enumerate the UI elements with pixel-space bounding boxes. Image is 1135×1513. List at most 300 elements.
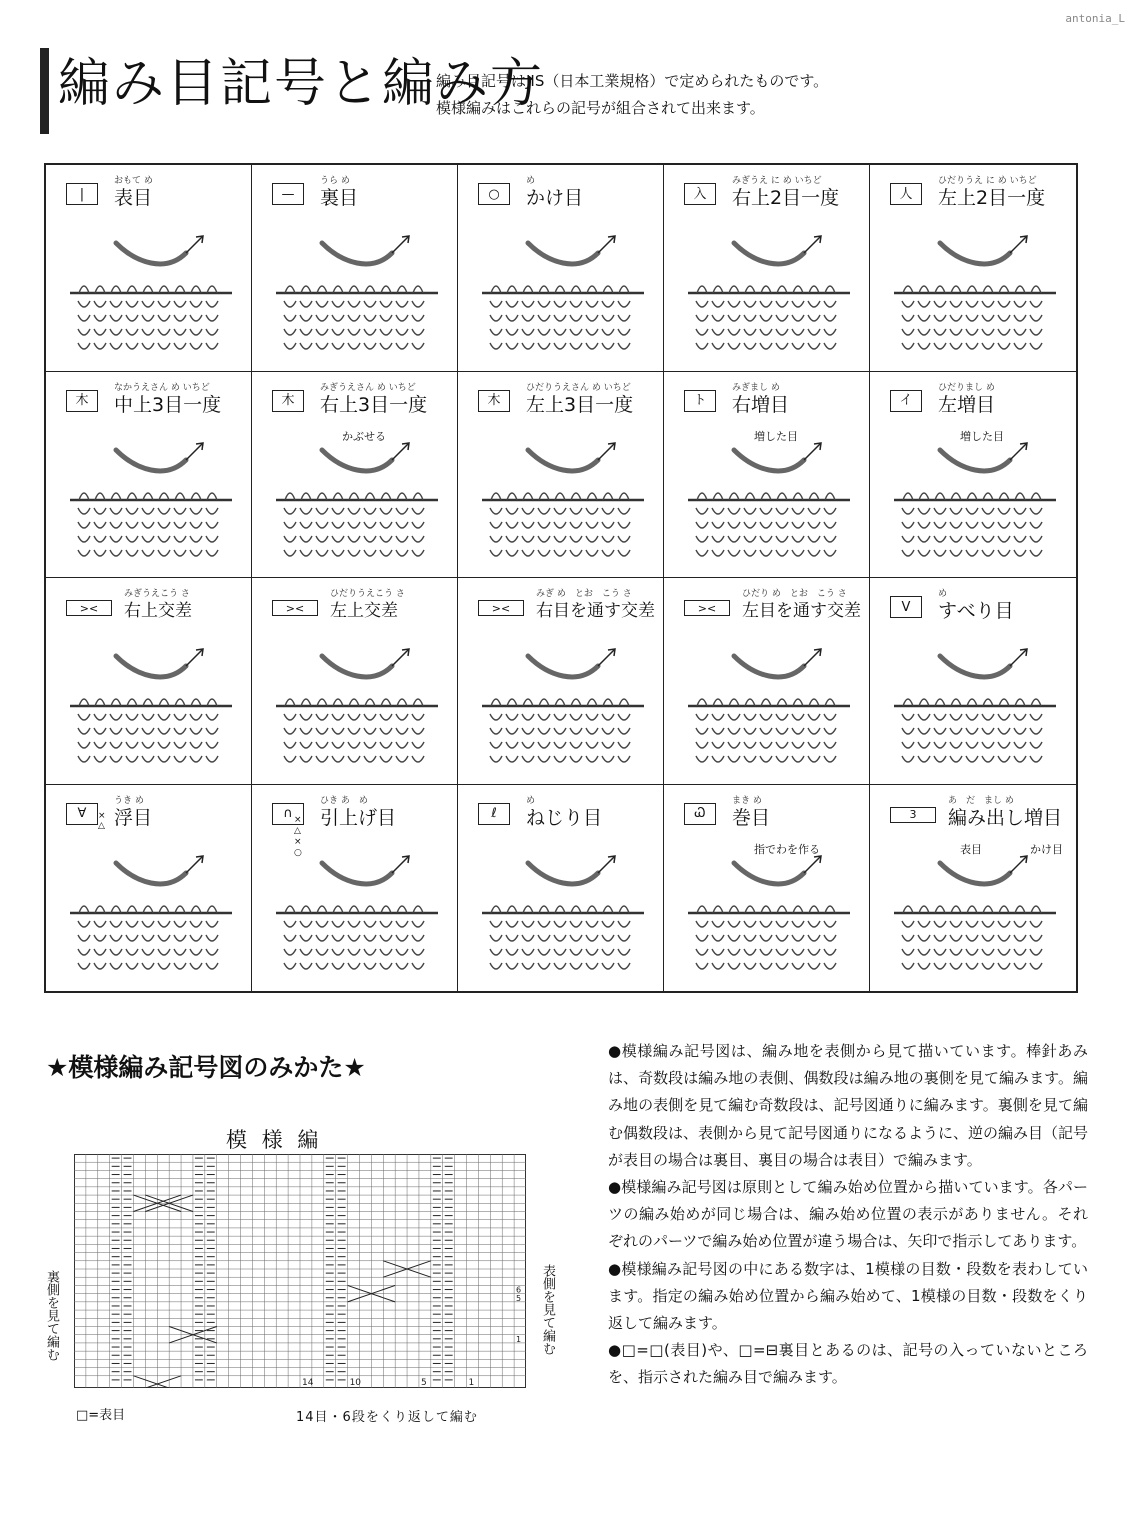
stitch-loop-shape: [206, 963, 218, 969]
stitch-loop-shape: [760, 949, 772, 955]
stitch-loop-shape: [712, 508, 724, 514]
stitch-loop-shape: [348, 963, 360, 969]
stitch-loop-shape: [966, 329, 978, 335]
stitch-illustration: [880, 430, 1066, 566]
stitch-ruby: みぎうえ に め いちど: [732, 176, 822, 186]
stitch-loop-shape: [602, 343, 614, 349]
arrow-icon: [186, 650, 202, 666]
stitch-loop-shape: [934, 329, 946, 335]
stitch-loop-shape: [586, 343, 598, 349]
stitch-loop-shape: [1030, 921, 1042, 927]
stitch-loop-shape: [570, 301, 582, 307]
stitch-loop-shape: [506, 935, 518, 941]
stitch-loop-shape: [348, 935, 360, 941]
stitch-loop-shape: [744, 550, 756, 556]
stitch-loop-shape: [570, 742, 582, 748]
stitch-loop-shape: [618, 921, 630, 927]
stitch-loop-shape: [364, 508, 376, 514]
stitch-symbol-icon: ∀: [66, 803, 98, 825]
stitch-loop-shape: [412, 963, 424, 969]
stitch-loop-shape: [792, 714, 804, 720]
stitch-loop-shape: [316, 921, 328, 927]
stitch-loop-shape: [824, 963, 836, 969]
stitch-illustration: [56, 430, 242, 566]
arrow-icon: [598, 650, 614, 666]
stitch-loop-shape: [396, 963, 408, 969]
stitch-loop-shape: [94, 329, 106, 335]
stitch-loop-shape: [570, 756, 582, 762]
stitch-note: ×: [294, 836, 302, 847]
stitch-loop-shape: [554, 756, 566, 762]
stitch-loop-shape: [570, 949, 582, 955]
stitch-loop-shape: [1014, 550, 1026, 556]
stitch-loop-shape: [1030, 714, 1042, 720]
stitch-loop-shape: [618, 756, 630, 762]
stitch-loop-shape: [918, 536, 930, 542]
stitch-loop-shape: [918, 949, 930, 955]
arrow-icon: [392, 857, 408, 873]
stitch-loop-shape: [602, 935, 614, 941]
stitch-loop-shape: [744, 949, 756, 955]
stitch-loop-shape: [902, 935, 914, 941]
stitch-loop-shape: [618, 949, 630, 955]
stitch-loop-shape: [918, 329, 930, 335]
stitch-loop-shape: [364, 935, 376, 941]
stitch-loop-shape: [1030, 742, 1042, 748]
stitch-loop-shape: [126, 756, 138, 762]
stitch-loop-shape: [538, 522, 550, 528]
stitch-name: 左上2目一度: [938, 187, 1046, 209]
stitch-loop-shape: [934, 756, 946, 762]
stitch-symbol-icon: イ: [890, 390, 922, 412]
stitch-loop-shape: [522, 315, 534, 321]
stitch-loop-shape: [570, 536, 582, 542]
stitch-loop-shape: [902, 329, 914, 335]
stitch-loop-shape: [602, 963, 614, 969]
stitch-loop-shape: [142, 756, 154, 762]
stitch-loop-shape: [950, 522, 962, 528]
stitch-loop-shape: [998, 522, 1010, 528]
stitch-loop-shape: [174, 963, 186, 969]
stitch-loop-shape: [918, 550, 930, 556]
stitch-loop-shape: [950, 935, 962, 941]
stitch-loop-shape: [1030, 536, 1042, 542]
stitch-loop-shape: [966, 714, 978, 720]
stitch-loop-shape: [902, 921, 914, 927]
stitch-loop-shape: [760, 550, 772, 556]
stitch-loop-shape: [982, 963, 994, 969]
stitch-ruby: まき め: [732, 795, 762, 806]
chart-column-number: 14: [302, 1378, 314, 1388]
stitch-symbol-icon: Ꮗ: [684, 803, 716, 825]
stitch-loop-shape: [998, 963, 1010, 969]
stitch-loop-shape: [618, 329, 630, 335]
stitch-loop-shape: [506, 921, 518, 927]
stitch-loop-shape: [174, 536, 186, 542]
stitch-symbol-icon: ><: [66, 600, 112, 616]
stitch-loop-shape: [602, 714, 614, 720]
stitch-loop-shape: [190, 301, 202, 307]
stitch-loop-shape: [808, 728, 820, 734]
stitch-loop-shape: [412, 536, 424, 542]
stitch-illustration: [56, 636, 242, 772]
stitch-loop-shape: [174, 756, 186, 762]
stitch-loop-shape: [300, 921, 312, 927]
stitch-loop-shape: [142, 522, 154, 528]
stitch-loop-shape: [1030, 522, 1042, 528]
explanation-item: ●模様編み記号図の中にある数字は、1模様の目数・段数を表わしています。指定の編み始め位置から編み始めて、1模様の目数・段数をくり返して編みます。: [608, 1259, 1088, 1333]
stitch-loop-shape: [332, 714, 344, 720]
stitch-loop-shape: [158, 508, 170, 514]
stitch-loop-shape: [522, 728, 534, 734]
stitch-loop-shape: [364, 921, 376, 927]
stitch-loop-shape: [348, 343, 360, 349]
stitch-loop-shape: [1030, 508, 1042, 514]
stitch-loop-shape: [776, 508, 788, 514]
stitch-loop-shape: [300, 315, 312, 321]
stitch-loop-shape: [78, 315, 90, 321]
stitch-loop-shape: [728, 728, 740, 734]
stitch-cell: [664, 785, 870, 992]
yarn-shape: [322, 450, 392, 471]
stitch-loop-shape: [728, 315, 740, 321]
stitch-loop-shape: [824, 315, 836, 321]
stitch-loop-shape: [966, 508, 978, 514]
stitch-loop-shape: [300, 522, 312, 528]
stitch-loop-shape: [158, 742, 170, 748]
stitch-loop-shape: [380, 536, 392, 542]
stitch-loop-shape: [712, 949, 724, 955]
stitch-loop-shape: [332, 301, 344, 307]
stitch-loop-shape: [348, 522, 360, 528]
stitch-loop-shape: [316, 963, 328, 969]
stitch-symbol-icon: ><: [272, 600, 318, 616]
stitch-loop-shape: [712, 742, 724, 748]
stitch-loop-shape: [602, 329, 614, 335]
stitch-loop-shape: [1030, 728, 1042, 734]
stitch-cell: [252, 785, 458, 992]
stitch-loop-shape: [696, 315, 708, 321]
stitch-loop-shape: [174, 329, 186, 335]
stitch-loop-shape: [206, 935, 218, 941]
stitch-loop-shape: [94, 522, 106, 528]
stitch-loop-shape: [142, 550, 154, 556]
stitch-loop-shape: [206, 728, 218, 734]
yarn-shape: [528, 656, 598, 677]
stitch-name: 中上3目一度: [114, 393, 222, 416]
stitch-loop-shape: [506, 329, 518, 335]
stitch-cell: [46, 372, 252, 579]
stitch-loop-shape: [380, 343, 392, 349]
stitch-loop-shape: [158, 550, 170, 556]
stitch-loop-shape: [934, 963, 946, 969]
stitch-loop-shape: [602, 742, 614, 748]
stitch-loop-shape: [142, 301, 154, 307]
stitch-loop-shape: [284, 921, 296, 927]
stitch-name: 表目: [114, 187, 153, 209]
stitch-loop-shape: [728, 714, 740, 720]
stitch-loop-shape: [490, 921, 502, 927]
stitch-loop-shape: [744, 714, 756, 720]
stitch-loop-shape: [824, 742, 836, 748]
stitch-note: ×: [294, 814, 302, 825]
stitch-loop-shape: [94, 742, 106, 748]
stitch-symbol-icon: |: [66, 183, 98, 205]
stitch-loop-shape: [506, 714, 518, 720]
stitch-loop-shape: [808, 343, 820, 349]
stitch-loop-shape: [696, 935, 708, 941]
stitch-loop-shape: [902, 536, 914, 542]
stitch-loop-shape: [490, 935, 502, 941]
stitch-loop-shape: [78, 536, 90, 542]
stitch-symbol-icon: ∩: [272, 803, 304, 825]
stitch-loop-shape: [190, 728, 202, 734]
stitch-loop-shape: [918, 315, 930, 321]
stitch-loop-shape: [982, 315, 994, 321]
stitch-loop-shape: [1030, 315, 1042, 321]
stitch-loop-shape: [206, 742, 218, 748]
stitch-ruby: なかうえさん め いちど: [114, 382, 210, 393]
yarn-shape: [734, 450, 804, 471]
stitch-loop-shape: [966, 949, 978, 955]
stitch-illustration: [56, 843, 242, 979]
stitch-loop-shape: [728, 522, 740, 528]
stitch-loop-shape: [792, 949, 804, 955]
stitch-loop-shape: [744, 301, 756, 307]
stitch-loop-shape: [712, 756, 724, 762]
stitch-loop-shape: [982, 522, 994, 528]
stitch-loop-shape: [412, 301, 424, 307]
stitch-loop-shape: [950, 714, 962, 720]
stitch-loop-shape: [174, 921, 186, 927]
stitch-loop-shape: [712, 536, 724, 542]
stitch-cell: [46, 785, 252, 992]
stitch-loop-shape: [412, 742, 424, 748]
stitch-loop-shape: [760, 742, 772, 748]
stitch-loop-shape: [570, 550, 582, 556]
stitch-loop-shape: [158, 315, 170, 321]
stitch-loop-shape: [332, 508, 344, 514]
stitch-loop-shape: [490, 728, 502, 734]
stitch-loop-shape: [950, 343, 962, 349]
stitch-loop-shape: [126, 742, 138, 748]
stitch-loop-shape: [396, 301, 408, 307]
stitch-loop-shape: [110, 329, 122, 335]
stitch-loop-shape: [760, 301, 772, 307]
stitch-loop-shape: [776, 301, 788, 307]
stitch-loop-shape: [570, 522, 582, 528]
stitch-loop-shape: [522, 714, 534, 720]
stitch-loop-shape: [380, 301, 392, 307]
stitch-loop-shape: [808, 949, 820, 955]
stitch-loop-shape: [776, 949, 788, 955]
stitch-loop-shape: [966, 536, 978, 542]
stitch-loop-shape: [918, 522, 930, 528]
stitch-loop-shape: [396, 714, 408, 720]
stitch-loop-shape: [300, 756, 312, 762]
stitch-loop-shape: [316, 536, 328, 542]
stitch-loop-shape: [380, 714, 392, 720]
stitch-loop-shape: [490, 329, 502, 335]
stitch-ruby: みぎうえこう さ: [124, 589, 190, 599]
stitch-loop-shape: [538, 949, 550, 955]
chart-column-number: 1: [468, 1378, 475, 1388]
stitch-loop-shape: [696, 522, 708, 528]
stitch-symbol-icon: ><: [478, 600, 524, 616]
stitch-loop-shape: [918, 935, 930, 941]
stitch-loop-shape: [792, 550, 804, 556]
stitch-ruby: め: [526, 176, 536, 186]
stitch-symbol-icon: 木: [66, 390, 98, 412]
pattern-chart: [74, 1154, 526, 1388]
stitch-loop-shape: [728, 508, 740, 514]
stitch-cell: [870, 578, 1076, 785]
stitch-loop-shape: [174, 343, 186, 349]
stitch-loop-shape: [158, 963, 170, 969]
stitch-loop-shape: [316, 301, 328, 307]
stitch-loop-shape: [300, 935, 312, 941]
stitch-loop-shape: [792, 756, 804, 762]
stitch-loop-shape: [712, 714, 724, 720]
stitch-loop-shape: [902, 963, 914, 969]
stitch-loop-shape: [586, 508, 598, 514]
stitch-loop-shape: [206, 714, 218, 720]
stitch-loop-shape: [490, 315, 502, 321]
stitch-loop-shape: [950, 728, 962, 734]
stitch-loop-shape: [190, 536, 202, 542]
stitch-loop-shape: [934, 550, 946, 556]
stitch-loop-shape: [364, 550, 376, 556]
stitch-loop-shape: [110, 756, 122, 762]
stitch-loop-shape: [522, 329, 534, 335]
stitch-loop-shape: [902, 301, 914, 307]
stitch-loop-shape: [950, 301, 962, 307]
stitch-loop-shape: [174, 728, 186, 734]
stitch-loop-shape: [982, 343, 994, 349]
yarn-shape: [734, 243, 804, 264]
stitch-loop-shape: [126, 714, 138, 720]
stitch-ruby: ひだりうえさん め いちど: [526, 382, 631, 393]
stitch-symbol-icon: ト: [684, 390, 716, 412]
stitch-loop-shape: [300, 714, 312, 720]
stitch-loop-shape: [332, 343, 344, 349]
stitch-loop-shape: [586, 536, 598, 542]
stitch-loop-shape: [760, 522, 772, 528]
stitch-illustration: [674, 430, 860, 566]
stitch-illustration: [674, 223, 860, 359]
stitch-loop-shape: [78, 301, 90, 307]
stitch-loop-shape: [300, 329, 312, 335]
stitch-loop-shape: [808, 536, 820, 542]
stitch-loop-shape: [190, 508, 202, 514]
stitch-name: 右増目: [732, 393, 790, 416]
stitch-loop-shape: [522, 921, 534, 927]
stitch-loop-shape: [206, 550, 218, 556]
arrow-icon: [1010, 444, 1026, 460]
stitch-loop-shape: [824, 935, 836, 941]
stitch-loop-shape: [538, 963, 550, 969]
stitch-loop-shape: [206, 921, 218, 927]
stitch-loop-shape: [158, 949, 170, 955]
stitch-illustration: [262, 223, 448, 359]
stitch-loop-shape: [506, 536, 518, 542]
stitch-note: 増した目: [754, 429, 798, 443]
stitch-loop-shape: [696, 742, 708, 748]
stitch-loop-shape: [744, 963, 756, 969]
stitch-loop-shape: [348, 742, 360, 748]
stitch-loop-shape: [586, 949, 598, 955]
stitch-loop-shape: [744, 742, 756, 748]
stitch-loop-shape: [966, 728, 978, 734]
stitch-name: 編み出し増目: [948, 806, 1063, 829]
stitch-loop-shape: [744, 315, 756, 321]
stitch-loop-shape: [760, 963, 772, 969]
stitch-loop-shape: [142, 728, 154, 734]
explanation-list: [608, 1038, 1088, 1392]
arrow-icon: [804, 237, 820, 253]
stitch-loop-shape: [158, 921, 170, 927]
stitch-loop-shape: [78, 522, 90, 528]
stitch-loop-shape: [618, 315, 630, 321]
stitch-loop-shape: [300, 963, 312, 969]
stitch-note: 増した目: [960, 429, 1004, 443]
stitch-loop-shape: [78, 728, 90, 734]
stitch-loop-shape: [586, 550, 598, 556]
stitch-loop-shape: [760, 921, 772, 927]
stitch-loop-shape: [490, 301, 502, 307]
explanation-item: ●模様編み記号図は原則として編み始め位置から描いています。各パーツの編み始めが同じ場合は、編み始め位置の表示がありません。それぞれのパーツで編み始め位置が違う場合は、矢印で指示してあります。: [608, 1178, 1088, 1251]
stitch-loop-shape: [776, 343, 788, 349]
stitch-cell: [870, 785, 1076, 992]
stitch-loop-shape: [966, 756, 978, 762]
stitch-name: 巻目: [732, 806, 771, 829]
stitch-loop-shape: [728, 329, 740, 335]
stitch-loop-shape: [316, 742, 328, 748]
stitch-loop-shape: [554, 921, 566, 927]
chart-row-number: 1: [516, 1334, 522, 1344]
stitch-loop-shape: [300, 742, 312, 748]
stitch-loop-shape: [412, 714, 424, 720]
stitch-loop-shape: [570, 343, 582, 349]
intro-line: 編み目記号はJIS（日本工業規格）で定められたものです。: [436, 72, 829, 90]
stitch-loop-shape: [364, 963, 376, 969]
stitch-loop-shape: [300, 949, 312, 955]
stitch-loop-shape: [412, 756, 424, 762]
stitch-loop-shape: [808, 508, 820, 514]
stitch-loop-shape: [396, 949, 408, 955]
stitch-name: 左増目: [938, 393, 996, 416]
stitch-loop-shape: [618, 550, 630, 556]
stitch-loop-shape: [538, 343, 550, 349]
stitch-loop-shape: [110, 963, 122, 969]
stitch-loop-shape: [1030, 343, 1042, 349]
stitch-loop-shape: [206, 536, 218, 542]
stitch-loop-shape: [538, 756, 550, 762]
stitch-loop-shape: [712, 550, 724, 556]
stitch-loop-shape: [554, 728, 566, 734]
stitch-loop-shape: [364, 315, 376, 321]
stitch-loop-shape: [998, 550, 1010, 556]
stitch-loop-shape: [776, 728, 788, 734]
stitch-loop-shape: [776, 756, 788, 762]
chart-column-number: 10: [349, 1378, 362, 1388]
stitch-loop-shape: [78, 714, 90, 720]
stitch-loop-shape: [1030, 550, 1042, 556]
stitch-loop-shape: [126, 536, 138, 542]
stitch-loop-shape: [380, 550, 392, 556]
stitch-symbol-icon: 木: [478, 390, 510, 412]
stitch-loop-shape: [554, 714, 566, 720]
